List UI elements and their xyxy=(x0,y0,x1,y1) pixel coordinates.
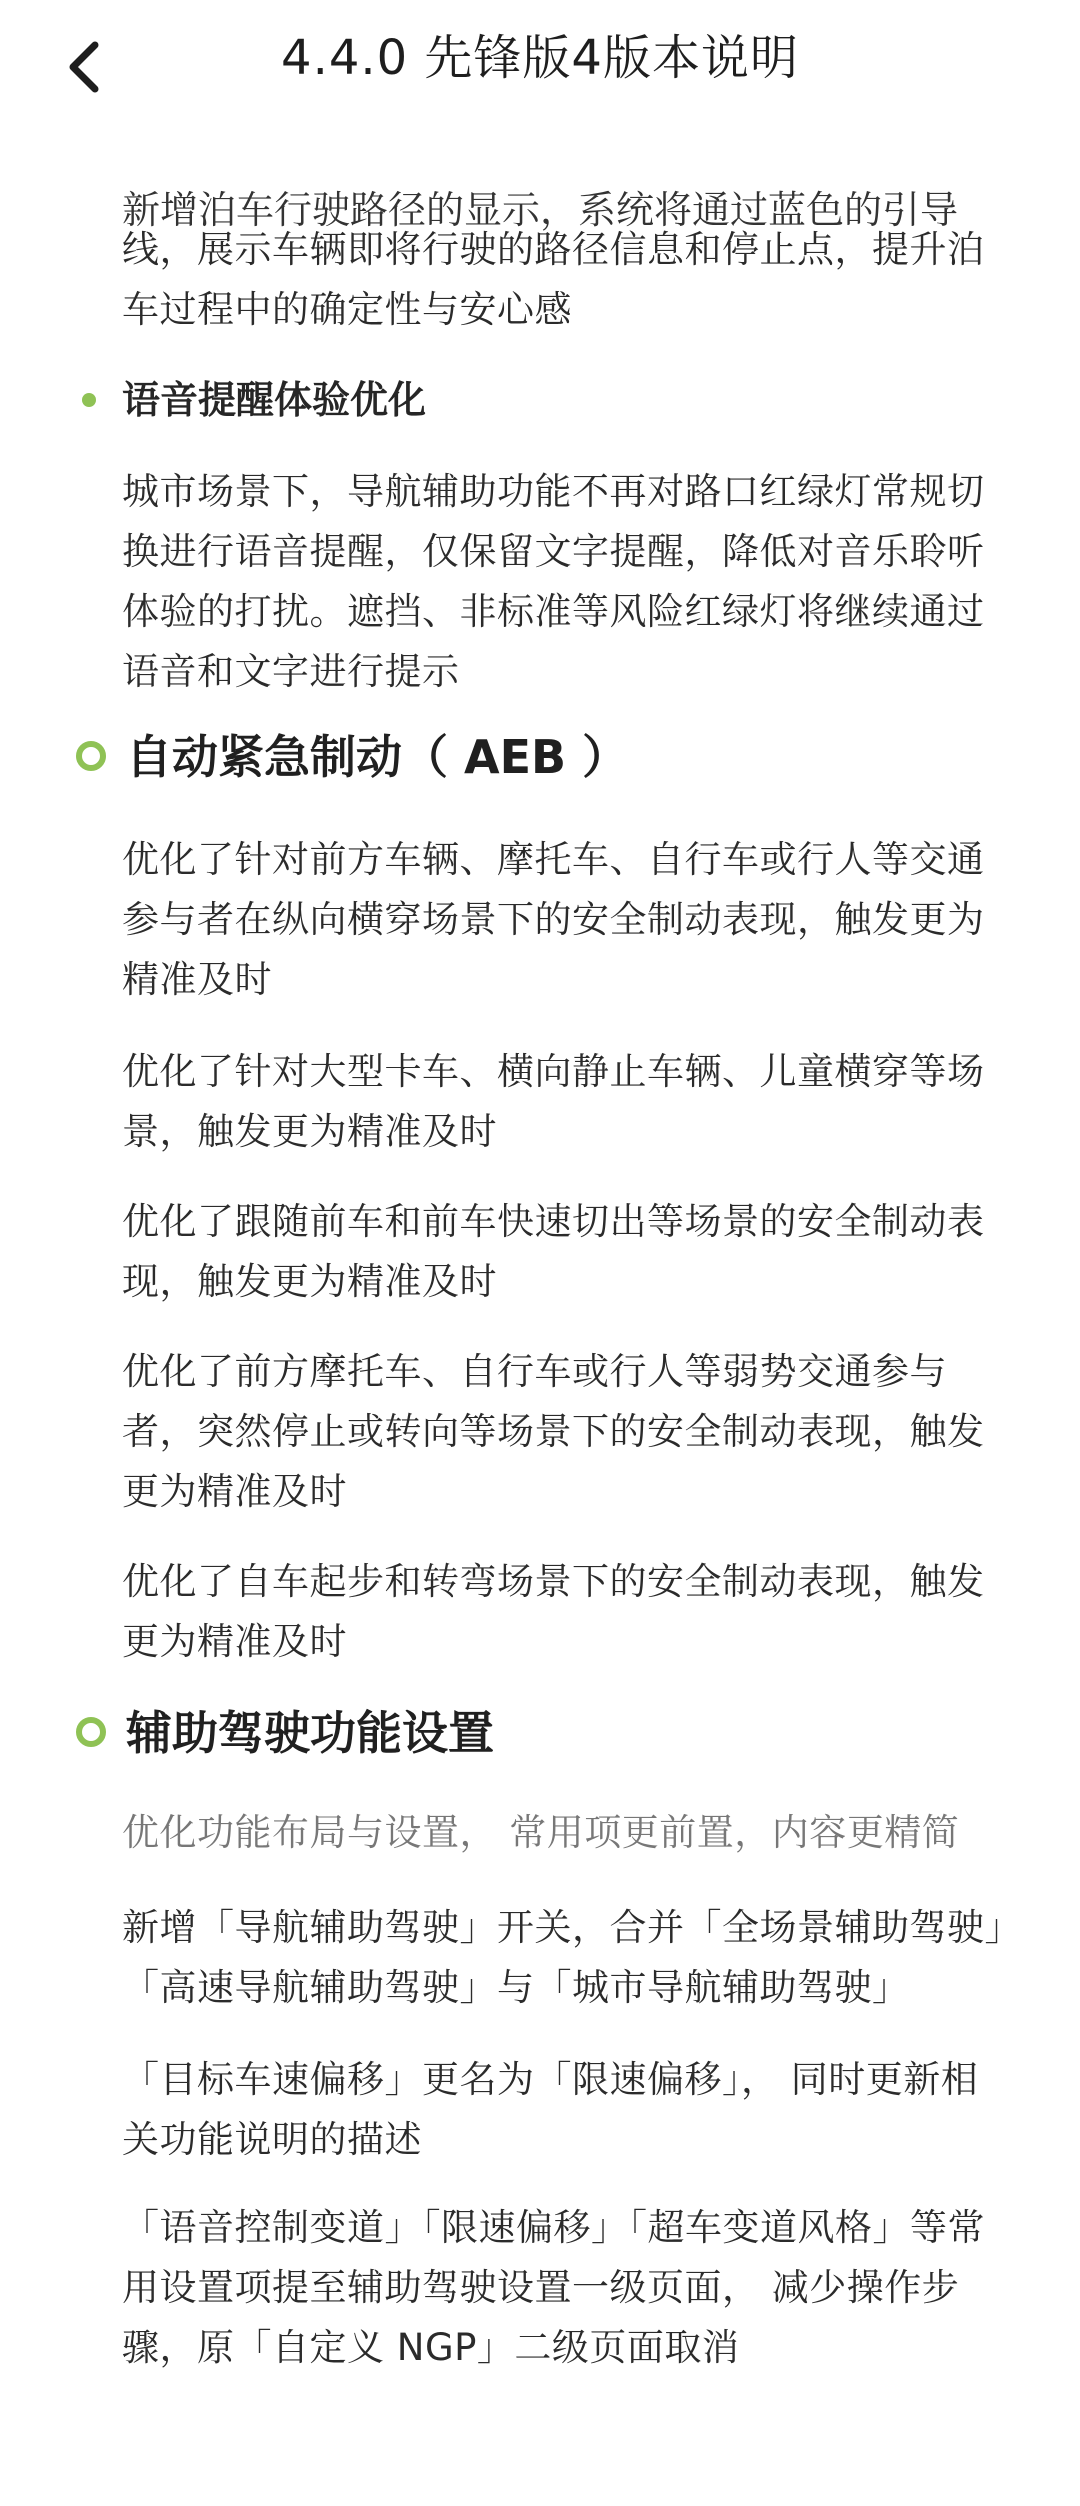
aeb-item-4: 优化了前方摩托车、自行车或行人等弱势交通参与者，突然停止或转向等场景下的安全制动表现，触发更为精准及时 xyxy=(122,1350,985,1513)
intro-paragraph: 线，展示车辆即将行驶的路径信息和停止点，提升泊车过程中的确定性与安心感 xyxy=(122,228,985,331)
aeb-item-3: 优化了跟随前车和前车快速切出等场景的安全制动表现，触发更为精准及时 xyxy=(122,1200,985,1303)
aeb-item-1: 优化了针对前方车辆、摩托车、自行车或行人等交通参与者在纵向横穿场景下的安全制动表现，触发更为精准及时 xyxy=(122,838,985,1001)
assist-section-heading: 辅助驾驶功能设置 xyxy=(126,1706,494,1760)
partially-scrolled-line: 新增泊车行驶路径的显示，系统将通过蓝色的引导 xyxy=(122,188,959,232)
assist-item-2: 「目标车速偏移」更名为「限速偏移」， 同时更新相关功能说明的描述 xyxy=(122,2058,979,2161)
section-ring-icon xyxy=(76,1717,106,1747)
bullet-dot-icon xyxy=(82,393,96,407)
page-title: 4.4.0 先锋版4版本说明 xyxy=(281,30,799,86)
voice-reminder-heading: 语音提醒体验优化 xyxy=(122,378,427,422)
top-nav-bar xyxy=(0,0,1080,150)
section-ring-icon xyxy=(76,741,106,771)
aeb-item-5: 优化了自车起步和转弯场景下的安全制动表现，触发更为精准及时 xyxy=(122,1560,985,1663)
assist-item-3: 「语音控制变道」「限速偏移」「超车变道风格」等常用设置项提至辅助驾驶设置一级页面， 减少操作步骤，原「自定义 NGP」二级页面取消 xyxy=(122,2206,985,2369)
voice-reminder-text: 城市场景下，导航辅助功能不再对路口红绿灯常规切换进行语音提醒，仅保留文字提醒，降低对音乐聆听体验的打扰。遮挡、非标准等风险红绿灯将继续通过语音和文字进行提示 xyxy=(122,470,985,693)
assist-item-1: 新增「导航辅助驾驶」开关，合并「全场景辅助驾驶」「高速导航辅助驾驶」与「城市导航辅助驾驶」 xyxy=(122,1906,1004,2009)
aeb-section-heading: 自动紧急制动（ AEB ） xyxy=(126,730,629,784)
aeb-item-2: 优化了针对大型卡车、横向静止车辆、儿童横穿等场景，触发更为精准及时 xyxy=(122,1050,985,1153)
assist-summary: 优化功能布局与设置， 常用项更前置，内容更精简 xyxy=(122,1811,960,1854)
